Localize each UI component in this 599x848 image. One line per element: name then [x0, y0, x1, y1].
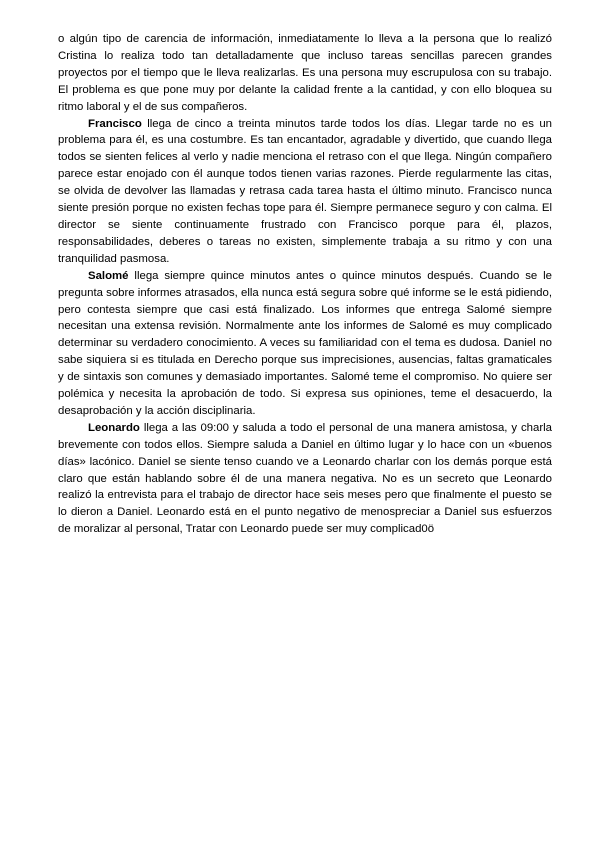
paragraph-text: llega de cinco a treinta minutos tarde todos los días. Llegar tarde no es un problema para él, es una costumbre. Es tan encantador, agradable y divertido, que cuando llega todos se sienten felices al verlo y nadie menciona el retraso con el que llega. Ningún compañero parece estar enojado con él aunque todos tienen varias razones. Pierde regularmente las citas, se olvida de devolver las llamadas y retrasa cada tarea hasta el último minuto. Francisco nunca siente presión porque no existen fechas tope para él. Siempre permanece seguro y con calma. El director se siente continuamente frustrado con Francisco porque para él, plazos, responsabilidades, deberes o tareas no existen, simplemente trabaja a su ritmo y con una tranquilidad pasmosa. [58, 117, 552, 265]
person-name-francisco: Francisco [88, 117, 142, 130]
paragraph-text: o algún tipo de carencia de información, inmediatamente lo lleva a la persona que lo realizó Cristina lo realiza todo tan detalladamente que incluso tareas sencillas parecen grandes proyectos por el tiempo que le lleva realizarlas. Es una persona muy escrupulosa con su trabajo. El problema es que pone muy por delante la calidad frente a la cantidad, y con ello bloquea su ritmo laboral y el de sus compañeros. [58, 33, 552, 113]
person-name-salome: Salomé [88, 269, 129, 282]
person-name-leonardo: Leonardo [88, 421, 140, 434]
paragraph-leonardo [58, 420, 552, 538]
paragraph-text: llega a las 09:00 y saluda a todo el personal de una manera amistosa, y charla brevemente con todos ellos. Siempre saluda a Daniel en último lugar y lo hace con un «buenos días» lacónico. Daniel se siente tenso cuando ve a Leonardo charlar con los demás porque está claro que están hablando sobre él de una manera negativa. No es un secreto que Leonardo realizó la entrevista para el trabajo de director hace seis meses pero que finalmente el puesto se lo dieron a Daniel. Leonardo está en el punto negativo de menospreciar a Daniel sus esfuerzos de moralizar al personal, Tratar con Leonardo puede ser muy complicad0ö [58, 421, 552, 536]
paragraph-text: llega siempre quince minutos antes o quince minutos después. Cuando se le pregunta sobre informes atrasados, ella nunca está segura sobre qué informe se le está pidiendo, pero contesta siempre que casi está finalizado. Los informes que entrega Salomé siempre necesitan una extensa revisión. Normalmente ante los informes de Salomé es muy complicado determinar su verdadero conocimiento. A veces su familiaridad con el tema es dudosa. Daniel no sabe siquiera si es titulada en Derecho porque sus imprecisiones, ausencias, faltas gramaticales y de sintaxis son comunes y demasiado importantes. Salomé teme el compromiso. No quiere ser polémica y necesita la aprobación de todo. Si expresa sus opiniones, teme el desacuerdo, la desaprobación y la acción disciplinaria. [58, 269, 552, 417]
paragraph-francisco [58, 116, 552, 268]
document-page [58, 31, 552, 538]
paragraph-cristina-continuation [58, 31, 552, 116]
paragraph-salome [58, 268, 552, 420]
